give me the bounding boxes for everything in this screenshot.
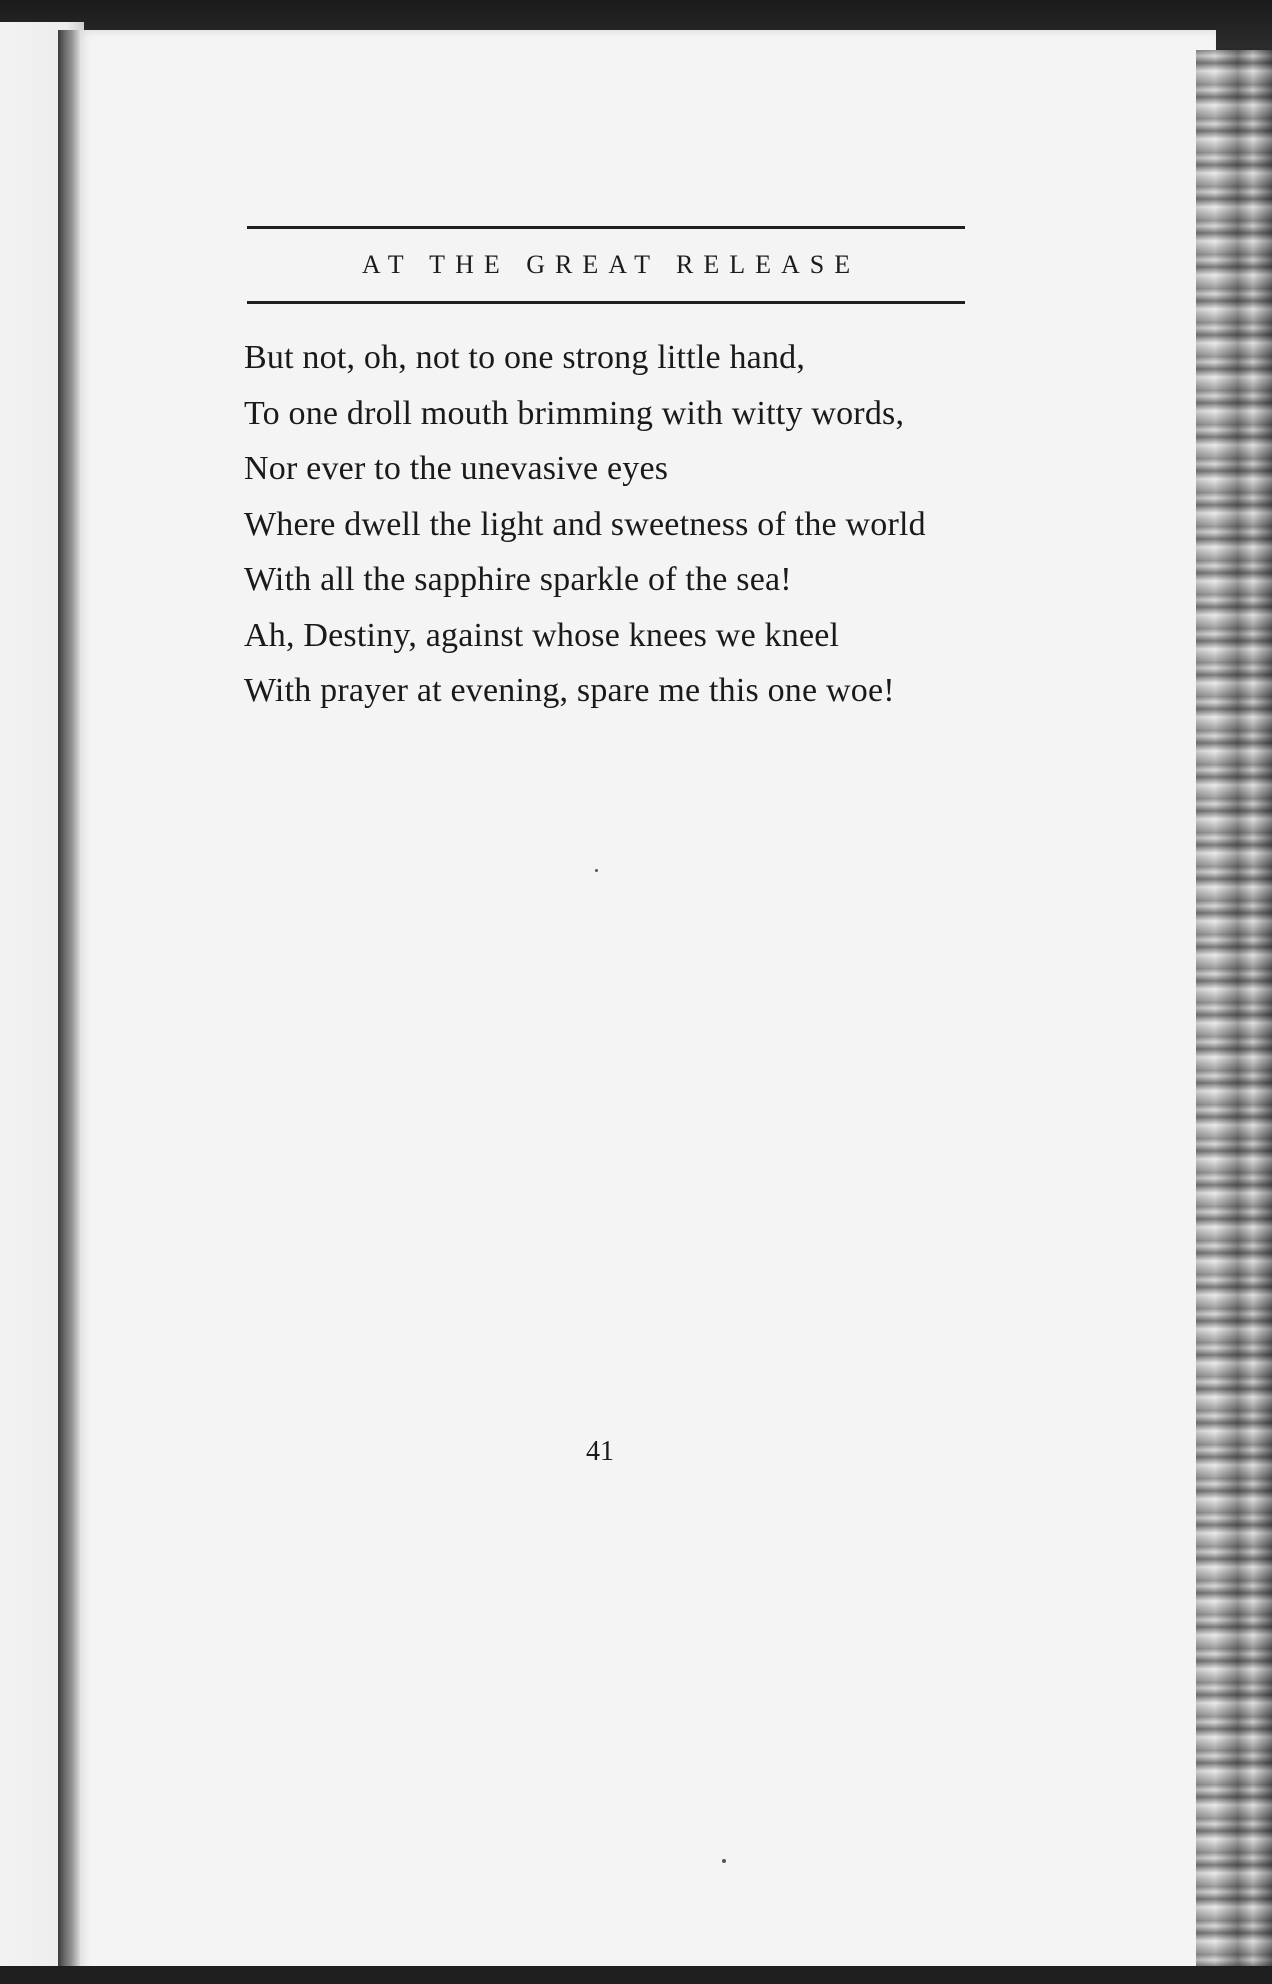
poem-line: With prayer at evening, spare me this one woe! — [244, 672, 895, 709]
poem-line: Ah, Destiny, against whose knees we kneel — [244, 616, 840, 654]
poem-line: Where dwell the light and sweetness of the world — [244, 505, 926, 543]
poem-line: But not, oh, not to one strong little hand, — [244, 339, 806, 376]
header-rule-bottom — [247, 301, 965, 304]
poem-text — [244, 330, 1004, 719]
poem-line: To one droll mouth brimming with witty words, — [244, 394, 905, 432]
book-gutter — [58, 30, 80, 1984]
book-page — [76, 30, 1216, 1984]
scan-background-bottom — [0, 1966, 1272, 1984]
paper-speck — [722, 1859, 726, 1863]
running-title: AT THE GREAT RELEASE — [361, 250, 861, 279]
poem-line: With all the sapphire sparkle of the sea! — [244, 561, 792, 598]
page-number: 41 — [586, 1436, 614, 1467]
page-edges — [1196, 50, 1272, 1984]
paper-speck — [595, 869, 598, 872]
running-header — [247, 226, 965, 304]
poem-line: Nor ever to the unevasive eyes — [244, 450, 669, 487]
